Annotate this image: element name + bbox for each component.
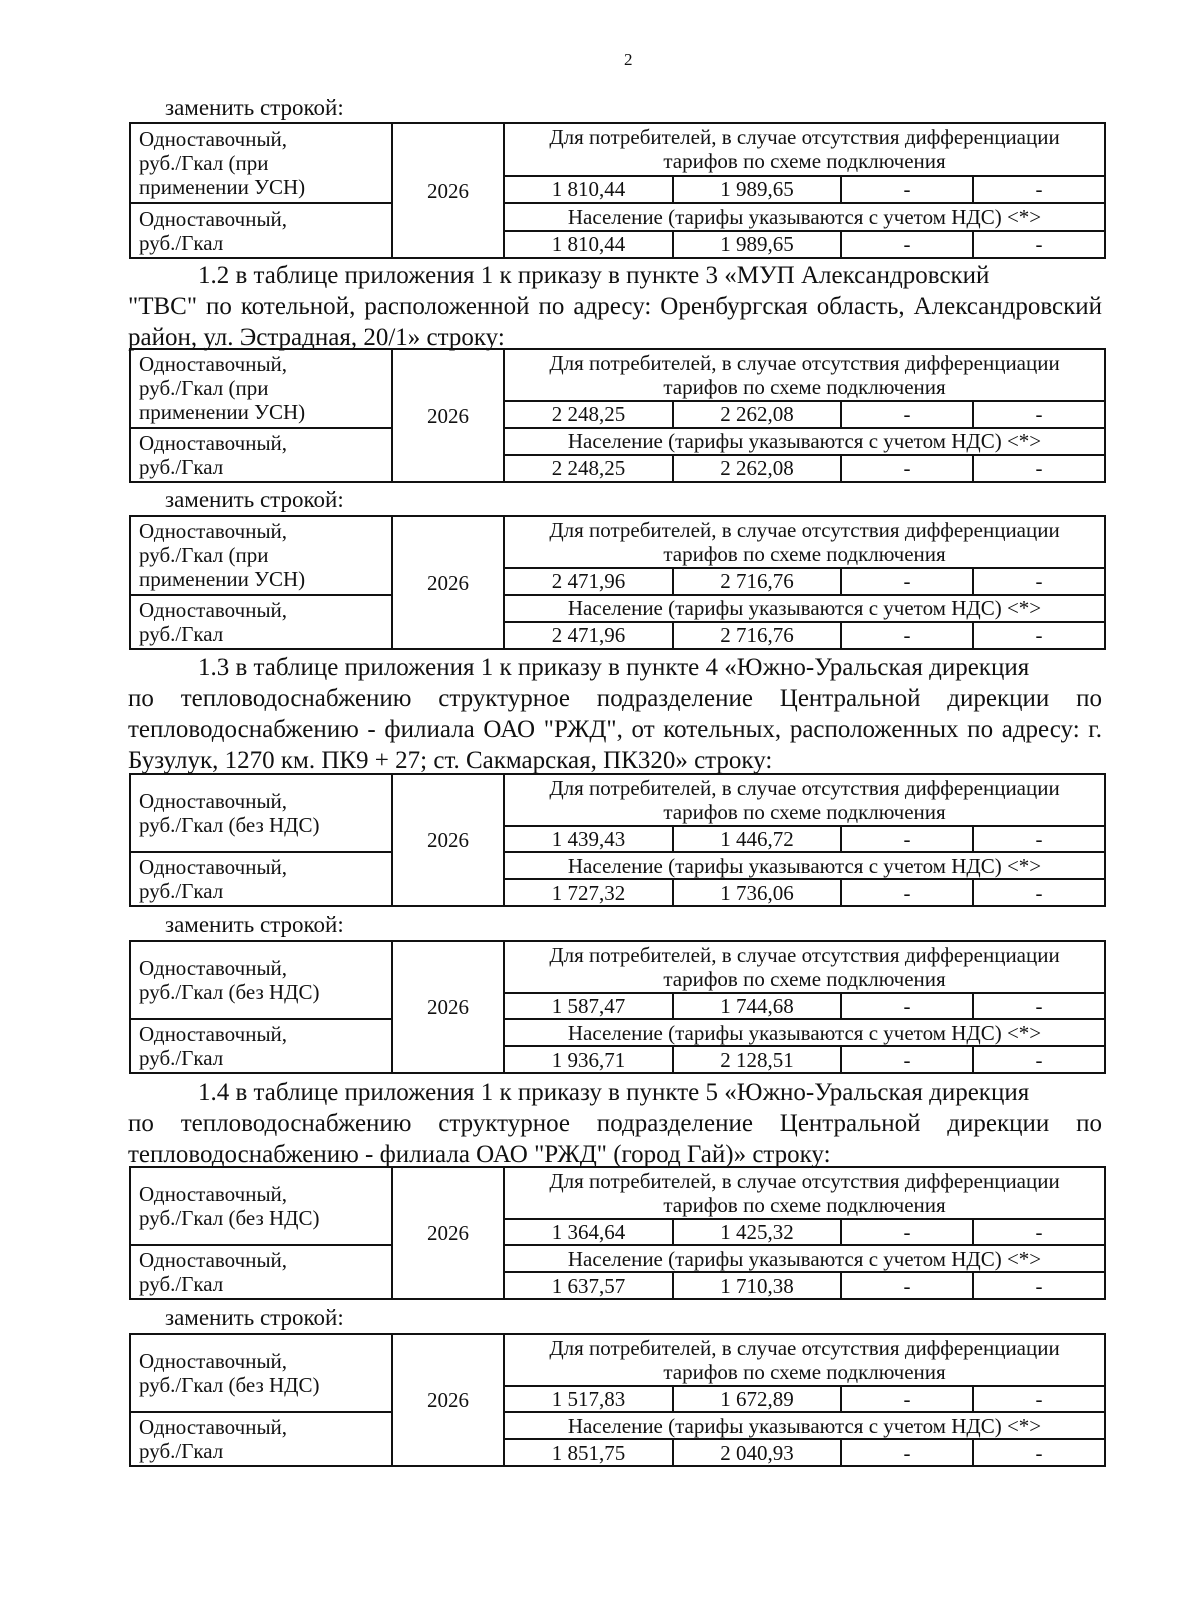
tariff-value-cell: 1 672,89 bbox=[673, 1386, 841, 1413]
label-line: применении УСН) bbox=[139, 567, 306, 592]
label-line: Одноставочный, bbox=[139, 1248, 288, 1273]
tariff-value-cell: 1 446,72 bbox=[673, 826, 841, 853]
amendment-paragraph bbox=[128, 1077, 1102, 1170]
tariff-value-cell: 1 810,44 bbox=[504, 231, 673, 258]
population-header: Население (тарифы указываются с учетом НДС) <*> bbox=[504, 203, 1105, 230]
consumer-group-header bbox=[504, 774, 1105, 826]
tariff-value-cell: - bbox=[841, 622, 973, 649]
header-line: тарифов по схеме подключения bbox=[663, 799, 946, 824]
tariff-value-cell: - bbox=[973, 1046, 1105, 1073]
label-line: Одноставочный, bbox=[139, 597, 288, 622]
label-line: Одноставочный, bbox=[139, 1182, 288, 1207]
tariff-value-cell: 1 364,64 bbox=[504, 1219, 673, 1246]
tariff-table bbox=[129, 1333, 1106, 1467]
year-cell: 2026 bbox=[392, 1167, 504, 1299]
header-line: Для потребителей, в случае отсутствия дифференциации bbox=[549, 350, 1060, 375]
header-line: тарифов по схеме подключения bbox=[663, 1359, 946, 1384]
label-line: руб./Гкал bbox=[139, 454, 224, 479]
tariff-value-cell: - bbox=[973, 455, 1105, 482]
label-line: Одноставочный, bbox=[139, 127, 288, 152]
label-line: Одноставочный, bbox=[139, 519, 288, 544]
tariff-value-cell: 2 248,25 bbox=[504, 401, 673, 428]
population-header: Население (тарифы указываются с учетом НДС) <*> bbox=[504, 1245, 1105, 1272]
tariff-value-cell: 2 716,76 bbox=[673, 568, 841, 595]
tariff-type-label bbox=[130, 516, 392, 595]
header-line: Для потребителей, в случае отсутствия дифференциации bbox=[549, 1335, 1060, 1360]
tariff-value-cell: 1 736,06 bbox=[673, 879, 841, 906]
tariff-value-cell: 1 989,65 bbox=[673, 231, 841, 258]
tariff-value-cell: 2 262,08 bbox=[673, 401, 841, 428]
tariff-value-cell: - bbox=[973, 1272, 1105, 1299]
tariff-value-cell: - bbox=[841, 568, 973, 595]
tariff-type-label bbox=[130, 1167, 392, 1245]
tariff-value-cell: - bbox=[973, 1219, 1105, 1246]
tariff-value-cell: - bbox=[973, 568, 1105, 595]
tariff-value-cell: 1 439,43 bbox=[504, 826, 673, 853]
label-line: руб./Гкал (при bbox=[139, 376, 269, 401]
table-row bbox=[130, 1019, 1105, 1046]
consumer-group-header bbox=[504, 1334, 1105, 1386]
label-line: руб./Гкал bbox=[139, 1046, 224, 1071]
paragraph-first-line: 1.3 в таблице приложения 1 к приказу в пункте 4 «Южно-Уральская дирекция bbox=[198, 654, 1030, 681]
label-line: Одноставочный, bbox=[139, 789, 288, 814]
consumer-group-header bbox=[504, 123, 1105, 176]
amendment-paragraph bbox=[128, 652, 1102, 776]
population-header: Население (тарифы указываются с учетом НДС) <*> bbox=[504, 428, 1105, 455]
replace-with-row-label: заменить строкой: bbox=[165, 1305, 344, 1330]
paragraph-continuation: по тепловодоснабжению структурное подразделение Центральной дирекции по тепловодоснабжению - филиала ОАО "РЖД" (город Гай)» строку: bbox=[128, 1110, 1102, 1168]
year-cell: 2026 bbox=[392, 774, 504, 906]
tariff-value-cell: - bbox=[841, 455, 973, 482]
header-line: Для потребителей, в случае отсутствия дифференциации bbox=[549, 942, 1060, 967]
tariff-value-cell: 1 727,32 bbox=[504, 879, 673, 906]
label-line: Одноставочный, bbox=[139, 1022, 288, 1047]
year-cell: 2026 bbox=[392, 1334, 504, 1466]
population-header: Население (тарифы указываются с учетом НДС) <*> bbox=[504, 852, 1105, 879]
table-row bbox=[130, 852, 1105, 879]
tariff-type-label bbox=[130, 123, 392, 203]
tariff-value-cell: 1 936,71 bbox=[504, 1046, 673, 1073]
label-line: руб./Гкал (без НДС) bbox=[139, 980, 320, 1005]
tariff-value-cell: - bbox=[841, 879, 973, 906]
header-line: Для потребителей, в случае отсутствия дифференциации bbox=[549, 517, 1060, 542]
tariff-value-cell: 2 040,93 bbox=[673, 1439, 841, 1466]
paragraph-first-line: 1.2 в таблице приложения 1 к приказу в пункте 3 «МУП Александровский bbox=[198, 262, 990, 289]
label-line: руб./Гкал bbox=[139, 879, 224, 904]
paragraph-first-line: 1.4 в таблице приложения 1 к приказу в пункте 5 «Южно-Уральская дирекция bbox=[198, 1079, 1030, 1106]
label-line: руб./Гкал bbox=[139, 621, 224, 646]
tariff-value-cell: - bbox=[973, 993, 1105, 1020]
tariff-type-label bbox=[130, 774, 392, 852]
label-line: Одноставочный, bbox=[139, 430, 288, 455]
year-cell: 2026 bbox=[392, 349, 504, 482]
label-line: Одноставочный, bbox=[139, 1349, 288, 1374]
replace-with-row-label: заменить строкой: bbox=[165, 912, 344, 937]
tariff-type-label bbox=[130, 595, 392, 649]
header-line: Для потребителей, в случае отсутствия дифференциации bbox=[549, 775, 1060, 800]
tariff-type-label bbox=[130, 1019, 392, 1073]
label-line: Одноставочный, bbox=[139, 956, 288, 981]
tariff-value-cell: - bbox=[841, 826, 973, 853]
tariff-value-cell: - bbox=[973, 622, 1105, 649]
tariff-table bbox=[129, 940, 1106, 1074]
tariff-type-label bbox=[130, 349, 392, 428]
label-line: применении УСН) bbox=[139, 175, 306, 200]
header-line: Для потребителей, в случае отсутствия дифференциации bbox=[549, 1168, 1060, 1193]
consumer-group-header bbox=[504, 941, 1105, 993]
header-line: тарифов по схеме подключения bbox=[663, 541, 946, 566]
label-line: руб./Гкал (без НДС) bbox=[139, 813, 320, 838]
paragraph-continuation: "ТВС" по котельной, расположенной по адресу: Оренбургская область, Александровский район, ул. Эстрадная, 20/1» строку: bbox=[128, 293, 1102, 351]
label-line: руб./Гкал bbox=[139, 230, 224, 255]
header-line: тарифов по схеме подключения bbox=[663, 374, 946, 399]
tariff-value-cell: 2 128,51 bbox=[673, 1046, 841, 1073]
tariff-value-cell: 1 989,65 bbox=[673, 176, 841, 203]
label-line: применении УСН) bbox=[139, 400, 306, 425]
population-header: Население (тарифы указываются с учетом НДС) <*> bbox=[504, 1412, 1105, 1439]
tariff-value-cell: - bbox=[841, 1046, 973, 1073]
tariff-value-cell: - bbox=[841, 401, 973, 428]
header-line: тарифов по схеме подключения bbox=[663, 1192, 946, 1217]
consumer-group-header bbox=[504, 516, 1105, 568]
tariff-value-cell: 1 587,47 bbox=[504, 993, 673, 1020]
population-header: Население (тарифы указываются с учетом НДС) <*> bbox=[504, 1019, 1105, 1046]
tariff-type-label bbox=[130, 203, 392, 258]
tariff-value-cell: - bbox=[841, 1386, 973, 1413]
label-line: руб./Гкал (без НДС) bbox=[139, 1373, 320, 1398]
tariff-table bbox=[129, 348, 1106, 483]
tariff-value-cell: 2 248,25 bbox=[504, 455, 673, 482]
tariff-type-label bbox=[130, 1334, 392, 1412]
tariff-value-cell: 2 716,76 bbox=[673, 622, 841, 649]
tariff-value-cell: 2 262,08 bbox=[673, 455, 841, 482]
tariff-value-cell: - bbox=[841, 1219, 973, 1246]
tariff-value-cell: - bbox=[973, 1439, 1105, 1466]
tariff-table bbox=[129, 1166, 1106, 1300]
label-line: Одноставочный, bbox=[139, 1415, 288, 1440]
tariff-value-cell: - bbox=[973, 826, 1105, 853]
tariff-type-label bbox=[130, 852, 392, 906]
tariff-value-cell: - bbox=[841, 231, 973, 258]
replace-with-row-label: заменить строкой: bbox=[165, 487, 344, 512]
tariff-value-cell: - bbox=[841, 1272, 973, 1299]
tariff-value-cell: 1 710,38 bbox=[673, 1272, 841, 1299]
label-line: руб./Гкал bbox=[139, 1439, 224, 1464]
amendment-paragraph bbox=[128, 260, 1102, 353]
year-cell: 2026 bbox=[392, 941, 504, 1073]
tariff-value-cell: 1 810,44 bbox=[504, 176, 673, 203]
table-row bbox=[130, 595, 1105, 622]
tariff-value-cell: 1 425,32 bbox=[673, 1219, 841, 1246]
tariff-value-cell: 2 471,96 bbox=[504, 568, 673, 595]
tariff-value-cell: - bbox=[973, 879, 1105, 906]
table-row bbox=[130, 1245, 1105, 1272]
header-line: тарифов по схеме подключения bbox=[663, 149, 946, 174]
page-number: 2 bbox=[624, 50, 633, 69]
label-line: руб./Гкал (без НДС) bbox=[139, 1206, 320, 1231]
label-line: руб./Гкал (при bbox=[139, 151, 269, 176]
tariff-type-label bbox=[130, 1412, 392, 1466]
tariff-type-label bbox=[130, 1245, 392, 1299]
table-row bbox=[130, 1412, 1105, 1439]
header-line: тарифов по схеме подключения bbox=[663, 966, 946, 991]
tariff-type-label bbox=[130, 428, 392, 482]
tariff-value-cell: 1 517,83 bbox=[504, 1386, 673, 1413]
tariff-table bbox=[129, 773, 1106, 907]
label-line: Одноставочный, bbox=[139, 206, 288, 231]
tariff-value-cell: 2 471,96 bbox=[504, 622, 673, 649]
table-row bbox=[130, 428, 1105, 455]
paragraph-continuation: по тепловодоснабжению структурное подразделение Центральной дирекции по тепловодоснабжению - филиала ОАО "РЖД", от котельных, расположенных по адресу: г. Бузулук, 1270 км. ПК9 + 27; ст. Сакмарская, ПК320» строку: bbox=[128, 685, 1102, 774]
tariff-value-cell: - bbox=[973, 176, 1105, 203]
tariff-value-cell: - bbox=[841, 176, 973, 203]
tariff-value-cell: 1 637,57 bbox=[504, 1272, 673, 1299]
tariff-table bbox=[129, 122, 1106, 259]
label-line: руб./Гкал (при bbox=[139, 543, 269, 568]
label-line: руб./Гкал bbox=[139, 1272, 224, 1297]
tariff-value-cell: - bbox=[973, 401, 1105, 428]
tariff-value-cell: 1 744,68 bbox=[673, 993, 841, 1020]
consumer-group-header bbox=[504, 1167, 1105, 1219]
tariff-type-label bbox=[130, 941, 392, 1019]
tariff-value-cell: - bbox=[973, 231, 1105, 258]
tariff-value-cell: - bbox=[841, 1439, 973, 1466]
tariff-value-cell: - bbox=[841, 993, 973, 1020]
replace-with-row-label: заменить строкой: bbox=[165, 95, 344, 120]
table-row bbox=[130, 203, 1105, 230]
label-line: Одноставочный, bbox=[139, 352, 288, 377]
header-line: Для потребителей, в случае отсутствия дифференциации bbox=[549, 125, 1060, 150]
consumer-group-header bbox=[504, 349, 1105, 401]
tariff-value-cell: - bbox=[973, 1386, 1105, 1413]
year-cell: 2026 bbox=[392, 123, 504, 258]
label-line: Одноставочный, bbox=[139, 855, 288, 880]
year-cell: 2026 bbox=[392, 516, 504, 649]
tariff-table bbox=[129, 515, 1106, 650]
tariff-value-cell: 1 851,75 bbox=[504, 1439, 673, 1466]
population-header: Население (тарифы указываются с учетом НДС) <*> bbox=[504, 595, 1105, 622]
